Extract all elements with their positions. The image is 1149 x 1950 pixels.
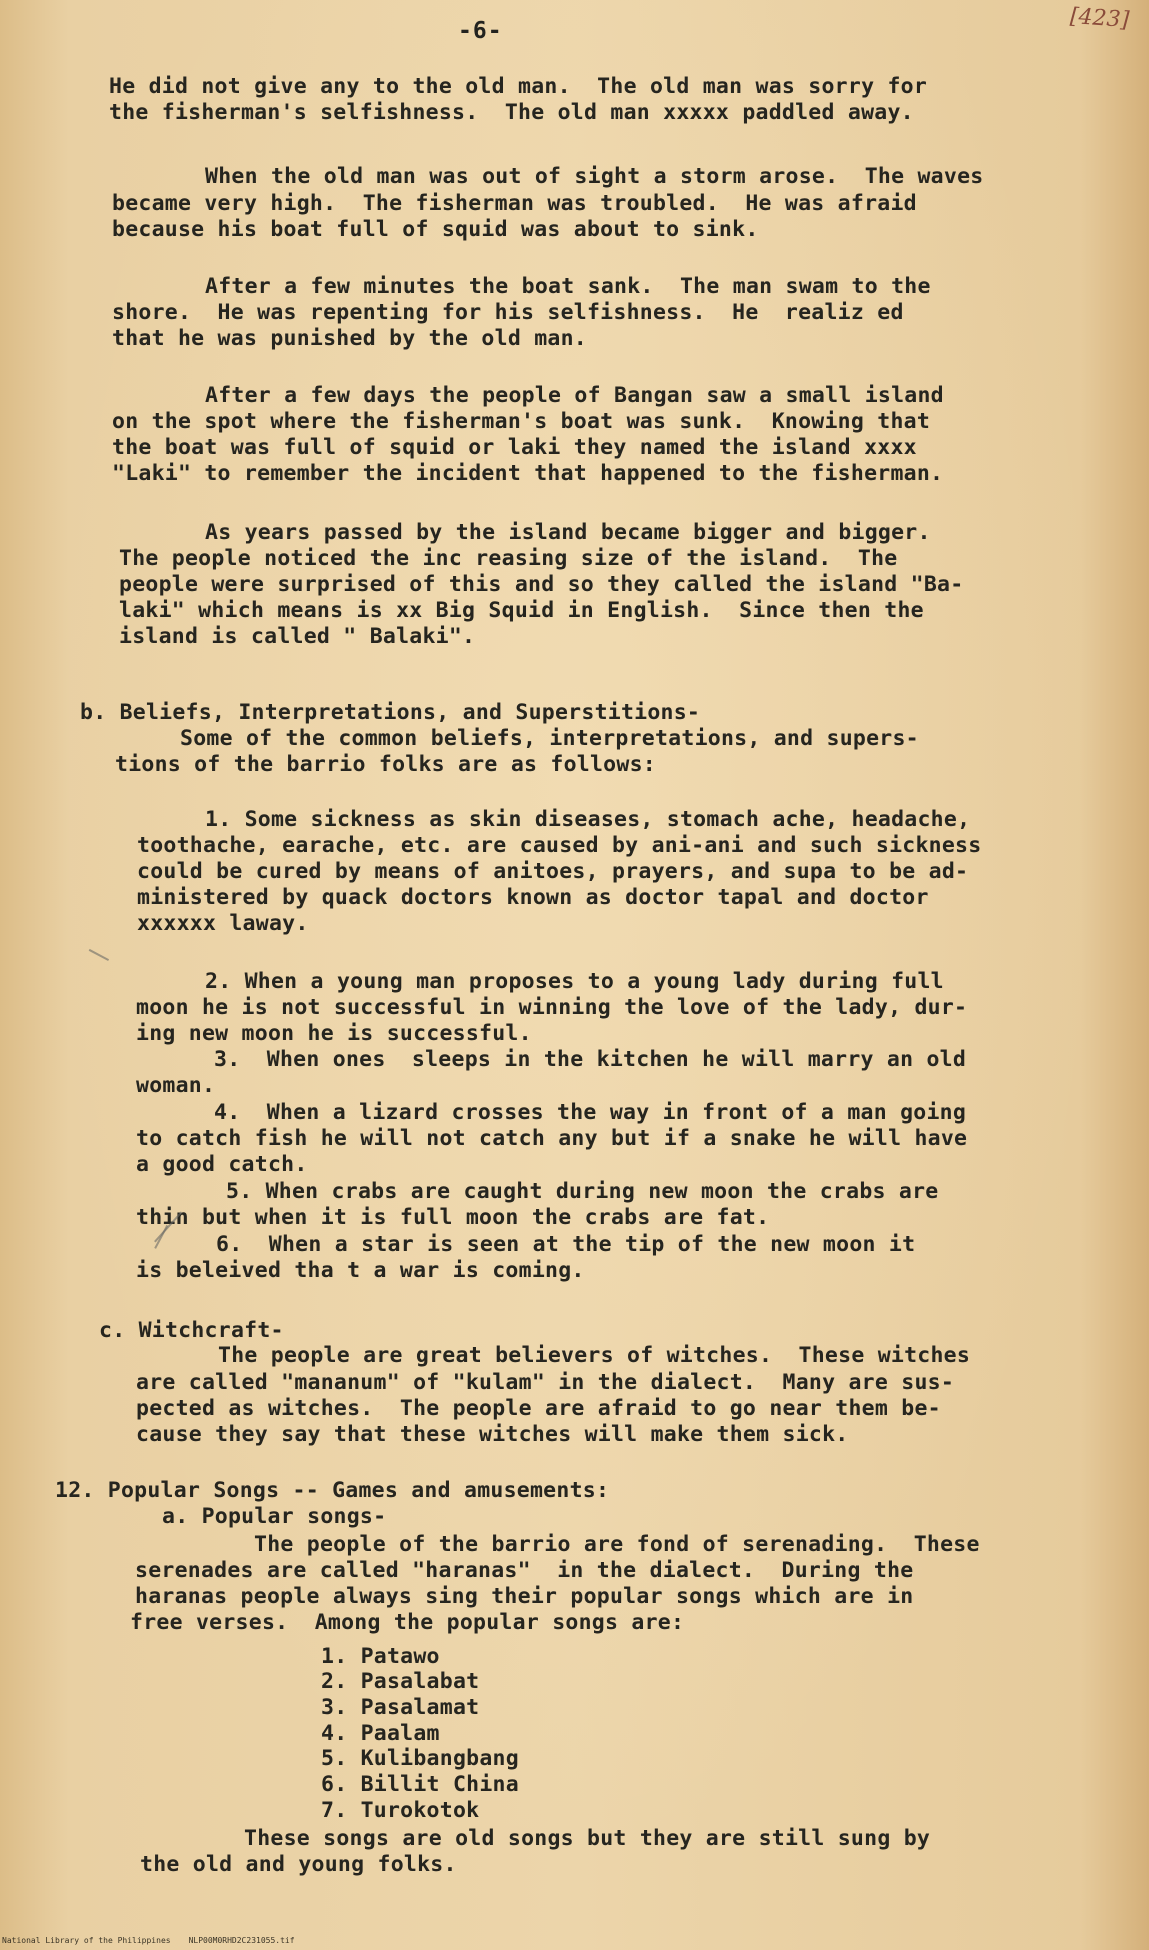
text-line: toothache, earache, etc. are caused by ani-ani and such sickness [137,833,982,858]
text-line: The people are great believers of witches. These witches [218,1343,971,1368]
text-line: 7. Turokotok [321,1798,480,1823]
text-line: 6. Billit China [321,1772,519,1797]
text-line: Some of the common beliefs, interpretations, and supers- [180,726,919,751]
text-line: became very high. The fisherman was troubled. He was afraid [112,191,917,216]
text-line: The people noticed the inc reasing size of the island. The [119,546,898,571]
text-line: the boat was full of squid or laki they named the island xxxx [112,435,917,460]
text-line: 3. Pasalamat [321,1695,480,1720]
text-line: 6. When a star is seen at the tip of the new moon it [216,1232,916,1257]
text-line: free verses. Among the popular songs are: [130,1610,685,1635]
text-line: woman. [136,1073,216,1098]
text-line: is beleived tha t a war is coming. [136,1258,585,1283]
text-line: 3. When ones sleeps in the kitchen he will marry an old [214,1047,967,1072]
scan-file-id: NLP00M0RHD2C231055.tif [188,1936,295,1945]
text-line: shore. He was repenting for his selfishness. He realiz ed [112,300,904,325]
text-line: 1. Patawo [321,1644,440,1669]
text-line: cause they say that these witches will make them sick. [136,1422,849,1447]
text-line: the old and young folks. [140,1852,457,1877]
text-line: 2. When a young man proposes to a young lady during full [205,969,944,994]
text-line: b. Beliefs, Interpretations, and Superstitions- [80,700,701,725]
text-line: c. Witchcraft- [99,1318,284,1343]
text-line: 1. Some sickness as skin diseases, stomach ache, headache, [205,807,971,832]
scan-footer [2,1936,313,1945]
text-line: because his boat full of squid was about to sink. [112,217,759,242]
text-line: a good catch. [136,1152,308,1177]
text-line: tions of the barrio folks are as follows: [115,752,656,777]
archive-page-stamp: [423] [1069,3,1130,34]
text-line: "Laki" to remember the incident that happened to the fisherman. [112,461,944,486]
text-line: After a few minutes the boat sank. The man swam to the [205,274,931,299]
text-line: 12. Popular Songs -- Games and amusements: [55,1478,610,1503]
text-line: The people of the barrio are fond of serenading. These [254,1532,980,1557]
text-line: a. Popular songs- [162,1504,387,1529]
text-line: laki" which means is xx Big Squid in English. Since then the [119,598,924,623]
pencil-mark [89,949,109,961]
text-line: ministered by quack doctors known as doctor tapal and doctor [137,885,929,910]
text-line: 4. Paalam [321,1721,440,1746]
text-line: As years passed by the island became bigger and bigger. [205,520,931,545]
text-line: He did not give any to the old man. The old man was sorry for [109,74,928,99]
text-line: When the old man was out of sight a storm arose. The waves [205,164,984,189]
library-credit: National Library of the Philippines [2,1936,171,1945]
text-line: ing new moon he is successful. [136,1021,532,1046]
text-line: the fisherman's selfishness. The old man xxxxx paddled away. [109,100,914,125]
text-line: 5. Kulibangbang [321,1746,519,1771]
text-line: moon he is not successful in winning the love of the lady, dur- [136,995,968,1020]
text-line: island is called " Balaki". [119,624,476,649]
text-line: 5. When crabs are caught during new moon the crabs are [226,1179,939,1204]
text-line: thin but when it is full moon the crabs are fat. [136,1205,770,1230]
text-line: These songs are old songs but they are still sung by [244,1826,931,1851]
text-line: that he was punished by the old man. [112,326,587,351]
text-line: serenades are called "haranas" in the dialect. During the [135,1558,914,1583]
text-line: xxxxxx laway. [137,911,309,936]
text-line: pected as witches. The people are afraid to go near them be- [136,1396,941,1421]
text-line: on the spot where the fisherman's boat was sunk. Knowing that [112,409,931,434]
page-number: -6- [458,18,503,44]
text-line: 2. Pasalabat [321,1669,480,1694]
text-line: 4. When a lizard crosses the way in front of a man going [214,1100,967,1125]
text-line: could be cured by means of anitoes, prayers, and supa to be ad- [137,859,969,884]
text-line: After a few days the people of Bangan saw a small island [205,383,944,408]
text-line: haranas people always sing their popular songs which are in [135,1584,914,1609]
text-line: to catch fish he will not catch any but if a snake he will have [136,1126,968,1151]
text-line: people were surprised of this and so they called the island "Ba- [119,572,964,597]
text-line: are called "mananum" of "kulam" in the dialect. Many are sus- [136,1370,955,1395]
